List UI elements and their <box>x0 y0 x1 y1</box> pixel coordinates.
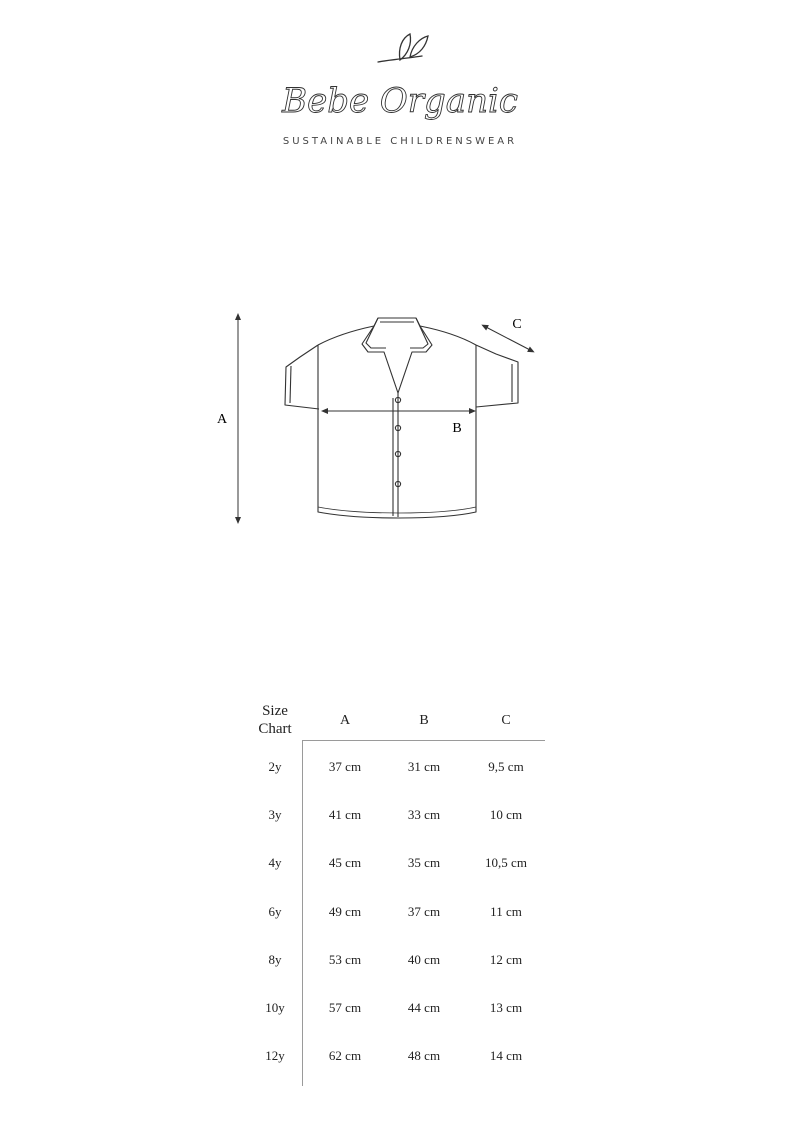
column-header-c: C <box>501 713 511 728</box>
row-size-label: 6y <box>268 904 282 919</box>
cell-b: 48 cm <box>407 1048 441 1063</box>
measure-c-label: C <box>512 317 522 332</box>
column-header-b: B <box>419 713 429 728</box>
column-header-a: A <box>339 713 351 728</box>
size-chart-header-line2: Chart <box>258 721 292 737</box>
row-size-label: 8y <box>268 952 282 967</box>
cell-c: 9,5 cm <box>488 759 524 774</box>
measure-a-label: A <box>216 412 228 427</box>
cell-a: 49 cm <box>328 904 362 919</box>
cell-c: 14 cm <box>489 1048 523 1063</box>
cell-a: 57 cm <box>328 1000 362 1015</box>
cell-c: 10 cm <box>489 807 523 822</box>
row-size-label: 3y <box>268 807 282 822</box>
cell-b: 40 cm <box>407 952 441 967</box>
row-size-label: 4y <box>268 855 282 870</box>
cell-a: 62 cm <box>328 1048 362 1063</box>
cell-c: 13 cm <box>489 1000 523 1015</box>
header-divider <box>302 740 545 741</box>
brand-name: Bebe Organic <box>282 81 518 121</box>
cell-b: 37 cm <box>407 904 441 919</box>
cell-a: 41 cm <box>328 807 362 822</box>
cell-a: 45 cm <box>328 855 362 870</box>
cell-b: 31 cm <box>407 759 441 774</box>
cell-b: 35 cm <box>407 855 441 870</box>
size-chart-header <box>245 702 305 738</box>
cell-a: 53 cm <box>328 952 362 967</box>
brand-tagline: SUSTAINABLE CHILDRENSWEAR <box>282 136 518 147</box>
row-size-label: 2y <box>268 759 282 774</box>
size-chart-header-line1: Size <box>262 703 288 719</box>
cell-a: 37 cm <box>328 759 362 774</box>
row-size-label: 10y <box>265 1000 285 1015</box>
cell-c: 10,5 cm <box>485 855 527 870</box>
cell-b: 33 cm <box>407 807 441 822</box>
row-size-label: 12y <box>265 1048 285 1063</box>
measure-b-label: B <box>452 421 462 436</box>
cell-b: 44 cm <box>407 1000 441 1015</box>
cell-c: 12 cm <box>489 952 523 967</box>
cell-c: 11 cm <box>490 904 522 919</box>
